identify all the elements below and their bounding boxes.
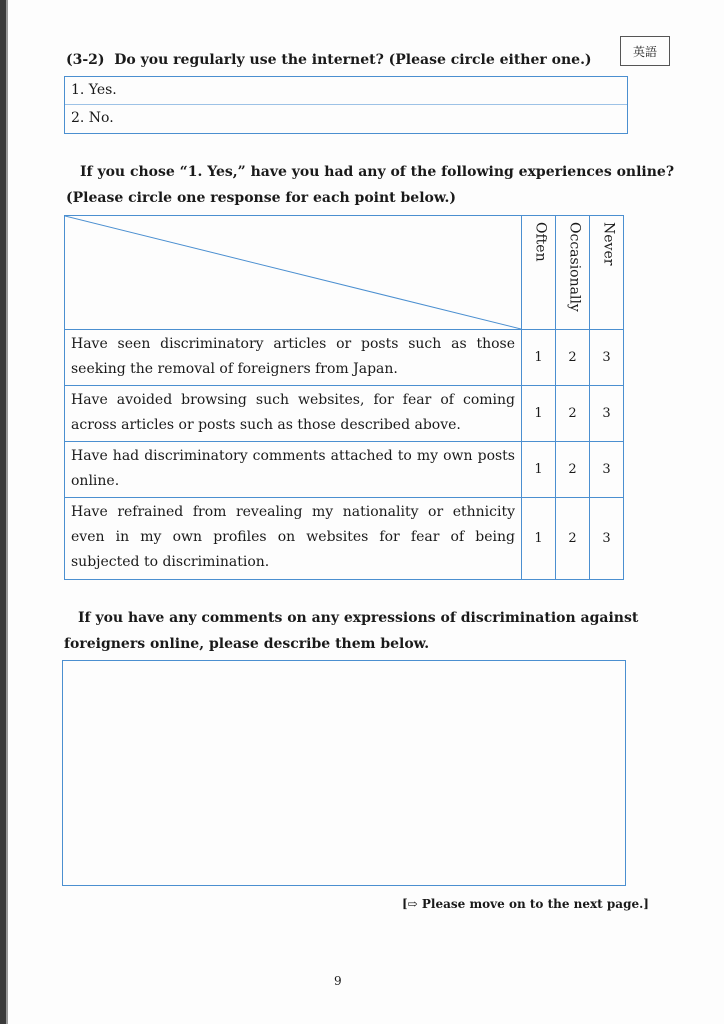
page-number: 9 xyxy=(334,974,342,988)
row-text: Have had discriminatory comments attached to my own posts online. xyxy=(65,442,522,498)
row-text: Have refrained from revealing my nationality or ethnicity even in my own profiles on websites for fear of being subjected to discrimination. xyxy=(65,498,522,580)
column-never: Never xyxy=(590,216,624,330)
table-row xyxy=(65,386,624,442)
followup-instruction: (Please circle one response for each point below.) xyxy=(66,190,457,206)
choice-often[interactable]: 1 xyxy=(522,498,556,580)
followup-question: If you chose “1. Yes,” have you had any of the following experiences online? xyxy=(80,164,675,180)
language-label: 英語 xyxy=(620,36,670,66)
row-text: Have avoided browsing such websites, for fear of coming across articles or posts such as those described above. xyxy=(65,386,522,442)
comments-field[interactable] xyxy=(62,660,626,886)
choice-often[interactable]: 1 xyxy=(522,442,556,498)
choice-often[interactable]: 1 xyxy=(522,386,556,442)
table-row xyxy=(65,330,624,386)
experience-table xyxy=(64,215,624,580)
choice-never[interactable]: 3 xyxy=(590,498,624,580)
choice-never[interactable]: 3 xyxy=(590,386,624,442)
choice-often[interactable]: 1 xyxy=(522,330,556,386)
diagonal-line xyxy=(65,216,521,329)
diagonal-header-cell xyxy=(65,216,522,330)
choice-never[interactable]: 3 xyxy=(590,442,624,498)
column-occasionally: Occasionally xyxy=(556,216,590,330)
choice-occasionally[interactable]: 2 xyxy=(556,386,590,442)
column-often: Often xyxy=(522,216,556,330)
next-page-note: [⇨ Please move on to the next page.] xyxy=(402,897,649,911)
table-row xyxy=(65,498,624,580)
choice-occasionally[interactable]: 2 xyxy=(556,498,590,580)
row-text: Have seen discriminatory articles or posts such as those seeking the removal of foreigners from Japan. xyxy=(65,330,522,386)
option-no[interactable]: 2. No. xyxy=(65,104,627,132)
question-title: (3-2) Do you regularly use the internet? (Please circle either one.) xyxy=(66,52,592,68)
scan-edge-shadow xyxy=(6,0,8,1024)
choice-occasionally[interactable]: 2 xyxy=(556,330,590,386)
option-yes[interactable]: 1. Yes. xyxy=(71,82,117,98)
comments-prompt: If you have any comments on any expressions of discrimination against xyxy=(78,610,639,626)
choice-never[interactable]: 3 xyxy=(590,330,624,386)
choice-occasionally[interactable]: 2 xyxy=(556,442,590,498)
answer-options-box xyxy=(64,76,628,134)
comments-prompt-cont: foreigners online, please describe them below. xyxy=(64,636,430,652)
table-row xyxy=(65,442,624,498)
